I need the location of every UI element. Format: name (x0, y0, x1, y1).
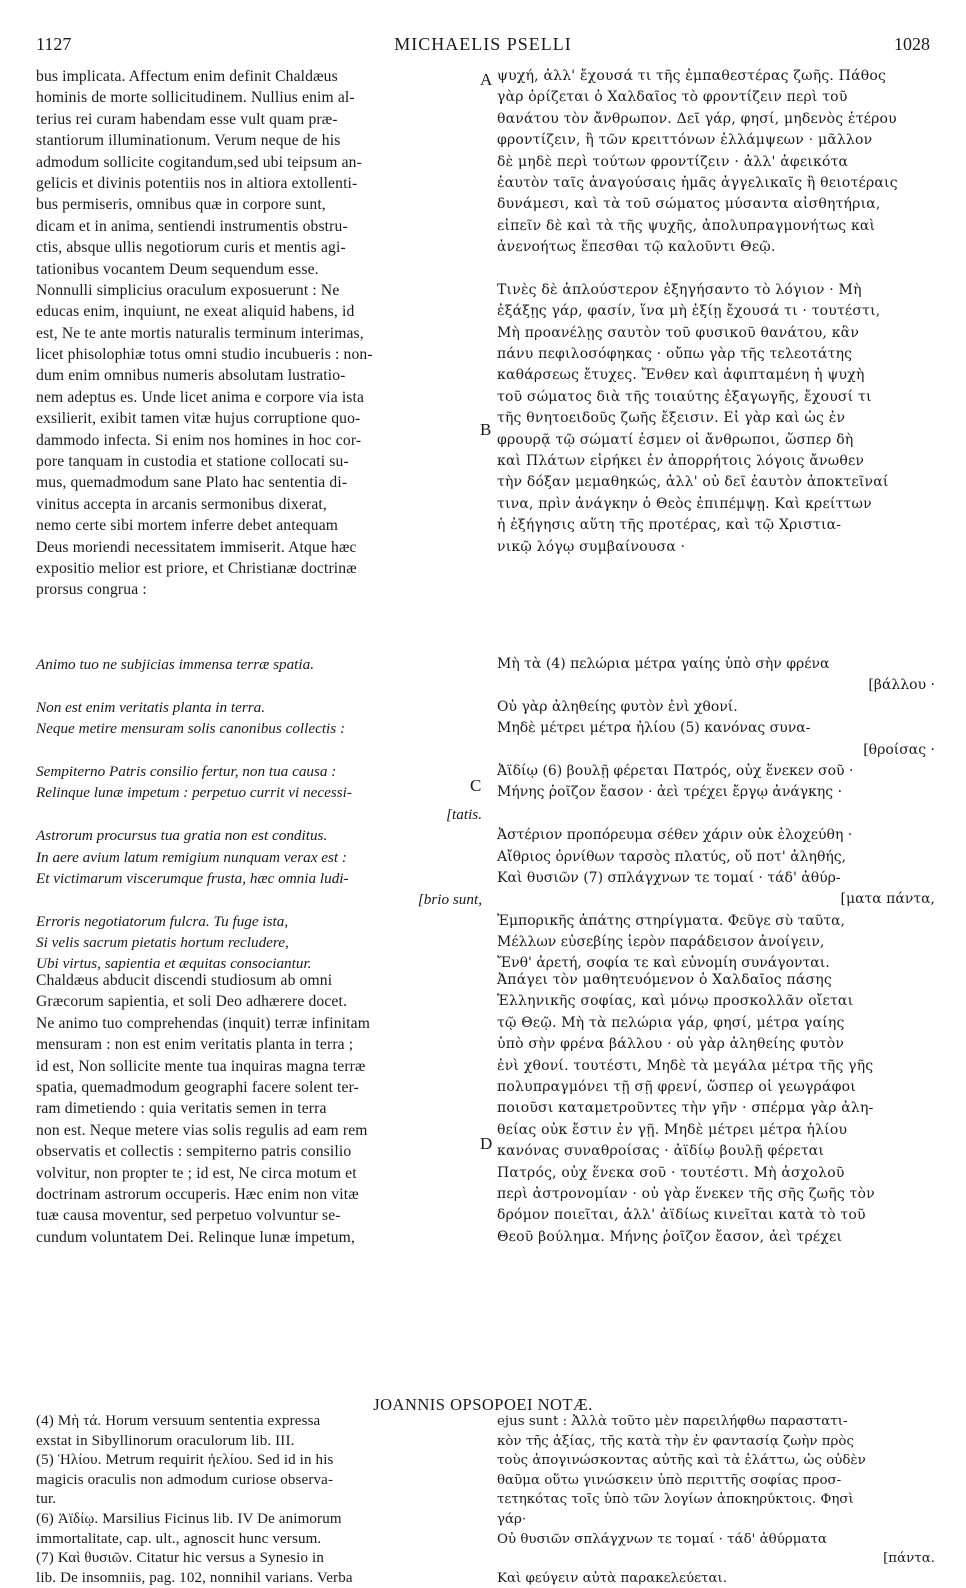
note-line: τοὺς ἀπογινώσκοντας αὐτῆς καὶ τὰ ἐλάττω, ὡς οὐδὲν (497, 1453, 866, 1469)
latin-poem (36, 654, 482, 975)
text-line: Deus moriendi necessitatem immiserit. Atque hæc (36, 538, 357, 556)
text-line: δρόμον ποιεῖται, ἀλλ' ἀϊδίως κινεῖται κατὰ τὸ τοῦ (497, 1207, 866, 1224)
verse-line (36, 740, 482, 761)
note-line: (4) Μὴ τά. Horum versuum sententia expressa (36, 1413, 321, 1429)
text-line: Ne animo tuo comprehendas (inquit) terræ infinitam (36, 1014, 371, 1032)
verse-line: In aere avium latum remigium nunquam verax est : (36, 848, 347, 866)
text-line: ctis, absque ullis negotiorum curis et mentis agi- (36, 239, 346, 257)
text-line: hominis de morte sollicitudinem. Nullius enim al- (36, 89, 355, 107)
note-line: magicis oraculis non admodum curiose observa- (36, 1471, 334, 1488)
note-line: exstat in Sibyllinorum oraculorum lib. III. (36, 1432, 295, 1449)
text-line: τῷ Θεῷ. Μὴ τὰ πελώρια γάρ, φησί, μέτρα γαίης (497, 1014, 845, 1031)
text-line: tationibus vocantem Deum sequendum esse. (36, 260, 319, 278)
verse-line: [brio sunt, (417, 891, 482, 909)
text-line: cundum voluntatem Dei. Relinque lunæ impetum, (36, 1228, 356, 1246)
verse-line: [tatis. (446, 805, 482, 823)
text-line: id est, Non sollicite mente tua inquiras magna terræ (36, 1057, 366, 1075)
text-line: observatis et collectis : sempiterno patris consilio (36, 1143, 352, 1161)
text-line: Chaldæus abducit discendi studiosum ab omni (36, 972, 333, 989)
text-line: Τινὲς δὲ ἁπλούστερον ἐξηγήσαντο τὸ λόγιον · Μὴ (497, 281, 862, 298)
text-line: mus, quemadmodum sane Plato hac sententia di- (36, 474, 348, 492)
text-line: est, Ne te ante mortis naturalis terminum interimas, (36, 324, 364, 342)
text-line: καθάρσεως ἔτυχες. Ἔνθεν καὶ ἀφιπταμένη ἡ ψυχὴ (497, 367, 865, 384)
verse-line: Μήνης ῥοῖζον ἔασον · ἀεὶ τρέχει ἔργῳ ἀνάγκης · (497, 784, 843, 801)
left-page-number: 1127 (36, 34, 72, 54)
note-line: lib. De insomniis, pag. 102, nonnihil varians. Verba (36, 1569, 353, 1586)
note-line: [πάντα. (883, 1551, 935, 1567)
text-line: γὰρ ὁρίζεται ὁ Χαλδαῖος τὸ φροντίζειν περὶ τοῦ (497, 89, 848, 106)
note-line: (7) Καὶ θυσιῶν. Citatur hic versus a Synesio in (36, 1550, 324, 1567)
verse-line: Erroris negotiatorum fulcra. Tu fuge ista, (36, 912, 289, 930)
text-line: pore tanquam in custodia et statione collocati su- (36, 453, 349, 471)
text-line: non est. Neque metere vias solis regulis ad eam rem (36, 1121, 368, 1139)
text-line: licet phisolophiæ totus omni studio incubueris : non- (36, 346, 373, 364)
text-line: τοῦ σώματος διὰ τῆς τοιαύτης ἐξαγωγῆς, ἔχουσί τι (497, 388, 872, 405)
text-line: Ἑλληνικῆς σοφίας, καὶ μόνῳ προσκολλᾶν οἴεται (497, 993, 854, 1010)
text-line: nem adeptus es. Unde licet anima e corpore via ista (36, 388, 365, 406)
greek-prose-2 (497, 970, 935, 1248)
text-line: Θεοῦ βούλημα. Μήνης ῥοῖζον ἔασον, ἀεὶ τρέχει (497, 1228, 843, 1245)
verse-line: Astrorum procursus tua gratia non est conditus. (36, 827, 328, 845)
text-line: νικῷ λόγῳ συμβαίνουσα · (497, 538, 686, 555)
text-line: prorsus congrua : (36, 581, 147, 599)
text-line: educas enim, inquiunt, ne exeat aliquid habens, id (36, 303, 355, 321)
latin-prose-1 (36, 66, 482, 601)
verse-line: Αἴθριος ὀρνίθων ταρσὸς πλατύς, οὔ ποτ' ἀληθής, (497, 848, 847, 865)
verse-line: Ubi virtus, sapientia et æquitas consociantur. (36, 955, 312, 973)
text-line: gelicis et divinis potentiis nos in altiora extollenti- (36, 174, 358, 192)
verse-line: Μὴ τὰ (4) πελώρια μέτρα γαίης ὑπὸ σὴν φρένα (497, 656, 830, 672)
text-line: vinitus accepta in arcanis sermonibus dixerat, (36, 495, 327, 513)
running-title: MICHAELIS PSELLI (394, 34, 572, 54)
text-line: ἐνὶ χθονί. τουτέστι, Μηδὲ τὰ μεγάλα μέτρα τῆς γῆς (497, 1057, 874, 1074)
note-line: immortalitate, cap. ult., agnoscit hunc versum. (36, 1530, 322, 1547)
text-line: dicam et in anima, sentiendi instrumentis obstru- (36, 217, 348, 235)
note-line: (5) Ἡλίου. Metrum requirit ἠελίου. Sed id in his (36, 1452, 334, 1469)
text-line: τινα, πρὶν ἀνάγκην ὁ Θεὸς ἐπιπέμψῃ. Καὶ κρείττων (497, 495, 872, 512)
text-line: ram dimetiendo : quia veritatis semen in terra (36, 1100, 327, 1118)
notes-left (36, 1412, 482, 1588)
text-line: Ἀπάγει τὸν μαθητευόμενον ὁ Χαλδαῖος πάσης (497, 972, 832, 988)
note-line: (6) Ἀϊδίῳ. Marsilius Ficinus lib. IV De animorum (36, 1510, 342, 1527)
text-line: πολυπραγμόνει τῇ σῇ φρενί, ὥσπερ οἱ γεωγράφοι (497, 1078, 856, 1095)
text-line: κανόνας συναθροίσας · ἀϊδίῳ βουλῇ φέρεται (497, 1143, 825, 1160)
text-line: bus permiseris, omnibus quæ in corpore sunt, (36, 196, 326, 214)
text-line: mensuram : non est enim veritatis planta in terra ; (36, 1036, 354, 1054)
verse-line (497, 804, 935, 825)
notes-heading: JOANNIS OPSOPOEI NOTÆ. (373, 1395, 593, 1414)
greek-poem (497, 654, 935, 975)
running-header (0, 34, 966, 58)
text-line: Nonnulli simplicius oraculum exposuerunt : Ne (36, 281, 340, 299)
text-line: stantiorum illuminationum. Verum neque de his (36, 132, 341, 150)
verse-line: [βάλλου · (868, 677, 935, 694)
text-line: ποιοῦσι καταμετροῦντες τὴν γῆν · σπέρμα γὰρ ἀλη- (497, 1100, 874, 1117)
text-line: dum enim omnibus numeris absolutam lustratio- (36, 367, 346, 385)
text-line: δυνάμεσι, καὶ τὰ τοῦ σώματος μύσαντα αἰσθητήρια, (497, 196, 881, 213)
note-line: γάρ· (497, 1511, 527, 1527)
latin-prose-2 (36, 970, 482, 1248)
note-line: ejus sunt : Ἀλλὰ τοῦτο μὲν παρειλήφθω παραστατι- (497, 1414, 848, 1429)
text-line: ἑαυτὸν ταῖς ἀναγούσαις ἡμᾶς ἀγγελικαῖς ἢ θειοτέραις (497, 174, 898, 191)
text-line: ψυχή, ἀλλ' ἔχουσά τι τῆς ἐμπαθεστέρας ζωῆς. Πάθος (497, 68, 887, 84)
verse-line: Μέλλων εὐσεβίης ἱερὸν παράδεισον ἀνοίγειν, (497, 934, 825, 951)
verse-line: Relinque lunæ impetum : perpetuo currit vi necessi- (36, 784, 352, 802)
text-line: terius rei curam habendam esse vult quam præ- (36, 110, 338, 128)
verse-line: [ματα πάντα, (840, 891, 935, 908)
notes-right (497, 1412, 935, 1588)
text-line: θανάτου τὸν ἄνθρωπον. Δεῖ γάρ, φησί, μηδενὸς ἑτέρου (497, 110, 897, 127)
note-line: τετηκότας τοῖς ὑπὸ τῶν λογίων ἀποκηρύκτοις. Φησὶ (497, 1492, 854, 1508)
margin-letter-b: B (480, 420, 492, 439)
verse-line (36, 675, 482, 696)
text-line (497, 259, 935, 280)
text-line: δὲ μηδὲ περὶ τούτων φροντίζειν · ἀλλ' ἀφεικότα (497, 153, 849, 170)
verse-line: Ἀϊδίῳ (6) βουλῇ φέρεται Πατρός, οὐχ ἕνεκεν σοῦ · (497, 762, 854, 779)
text-line: καὶ Πλάτων εἰρήκει ἐν ἀπορρήτοις λόγοις ἄνωθεν (497, 453, 865, 470)
verse-line: Μηδὲ μέτρει μέτρα ἠλίου (5) κανόνας συνα- (497, 720, 811, 737)
text-line: nemo certe sibi mortem inferre debet antequam (36, 517, 339, 535)
text-line: τὴν δόξαν μεμαθηκώς, ἀλλ' οὐ δεῖ ἑαυτὸν ἀποκτεῖναί (497, 474, 889, 491)
verse-line: Ἐμπορικῆς ἀπάτης στηρίγματα. Φεῦγε σὺ ταῦτα, (497, 912, 845, 929)
note-line: Καὶ φεύγειν αὐτὰ παρακελεύεται. (497, 1570, 728, 1586)
text-line: bus implicata. Affectum enim definit Chaldæus (36, 68, 338, 85)
right-page-number: 1028 (894, 34, 930, 54)
text-line: ἐξάξῃς γάρ, φασίν, ἵνα μὴ ἐξίῃ ἔχουσά τι · τουτέστι, (497, 303, 881, 320)
note-line: θαῦμα οὕτω γινώσκειν ὑπὸ περιττῆς σοφίας προσ- (497, 1472, 842, 1488)
text-line: admodum sollicite cogitandum,sed ubi teipsum an- (36, 153, 362, 171)
text-line: doctrinam astrorum occuperis. Hæc enim non vitæ (36, 1185, 359, 1203)
verse-line: Ἔνθ' ἀρετή, σοφία τε καὶ εὐνομίη συνάγονται. (497, 955, 830, 972)
verse-line: Ἀστέριον προπόρευμα σέθεν χάριν οὐκ ἐλοχεύθη · (497, 827, 853, 844)
text-line: περὶ ἀστρονομίαν · οὐ γὰρ ἕνεκεν τῆς σῆς ζωῆς τὸν (497, 1185, 875, 1202)
verse-line: Οὐ γὰρ ἀληθείης φυτὸν ἐνὶ χθονί. (497, 698, 738, 715)
text-line: ὑπὸ σὴν φρένα βάλλου · οὐ γὰρ ἀληθείης φυτὸν (497, 1036, 845, 1053)
note-line: tur. (36, 1491, 57, 1508)
text-line: Πατρός, οὐχ ἕνεκα σοῦ · τουτέστι. Μὴ ἀσχολοῦ (497, 1164, 845, 1181)
text-line: ἀνενοήτως ἕπεσθαι τῷ καλοῦντι Θεῷ. (497, 239, 776, 256)
text-line: volvitur, non propter te ; id est, Ne circa motum et (36, 1164, 357, 1182)
text-line: εἰπεῖν δὲ καὶ τὰ τῆς ψυχῆς, ἀπολυπραγμονήτως καὶ (497, 217, 876, 234)
text-line: Græcorum sapientia, et soli Deo adhærere docet. (36, 993, 348, 1011)
margin-letter-d: D (480, 1134, 493, 1153)
text-line: φροντίζειν, ἢ τῶν κρειττόνων ἐλλάμψεων · μᾶλλον (497, 132, 873, 149)
note-line: κὸν τῆς ἀξίας, τῆς κατὰ τὴν ἐν φαντασίᾳ ζωὴν πρὸς (497, 1433, 854, 1449)
verse-line: Si velis sacrum pietatis hortum recludere, (36, 934, 289, 952)
margin-letter-c: C (470, 776, 482, 795)
text-line: exsilierit, exibit tamen vitæ hujus corruptione quo- (36, 410, 361, 428)
verse-line: Sempiterno Patris consilio fertur, non tua causa : (36, 762, 337, 780)
verse-line: Non est enim veritatis planta in terra. (36, 698, 266, 716)
text-line: Μὴ προανέλῃς σαυτὸν τοῦ φυσικοῦ θανάτου, κἂν (497, 324, 860, 341)
verse-line: Καὶ θυσιῶν (7) σπλάγχνων τε τομαί · τάδ' ἀθύρ- (497, 869, 841, 886)
text-line: dammodo infecta. Si enim nos homines in hoc cor- (36, 431, 362, 449)
text-line: πάνυ πεφιλοσόφηκας · οὔπω γὰρ τῆς τελεοτάτης (497, 346, 853, 363)
text-line: ἡ ἐξήγησις αὕτη τῆς προτέρας, καὶ τῷ Χριστια- (497, 517, 842, 534)
note-line: Οὐ θυσιῶν σπλάγχνων τε τομαί · τάδ' ἀθύρματα (497, 1531, 827, 1547)
greek-column (497, 66, 935, 1586)
verse-line: [θροίσας · (863, 741, 935, 758)
text-line: tuæ causa moventur, sed perpetuo volvuntur se- (36, 1207, 341, 1225)
margin-letter-a: A (480, 70, 493, 89)
text-line: τῆς θνητοειδοῦς ζωῆς ἔξεισιν. Εἰ γὰρ καὶ ὡς ἐν (497, 410, 846, 427)
text-line: expositio melior est priore, et Christianæ doctrinæ (36, 559, 357, 577)
verse-line: Animo tuo ne subjicias immensa terræ spatia. (36, 656, 315, 673)
greek-prose-1 (497, 66, 935, 558)
verse-line: Neque metire mensuram solis canonibus collectis : (36, 720, 346, 738)
text-line: spatia, quemadmodum geographi facere solent ter- (36, 1078, 359, 1096)
verse-line: Et victimarum viscerumque frusta, hæc omnia ludi- (36, 869, 349, 887)
latin-column (36, 66, 482, 1586)
text-line: θείας οὐκ ἔστιν ἐν γῇ. Μηδὲ μέτρει μέτρα ἡλίου (497, 1121, 848, 1138)
text-line: φρουρᾷ τῷ σώματί ἐσμεν οἱ ἄνθρωποι, ὥσπερ δὴ (497, 431, 854, 448)
